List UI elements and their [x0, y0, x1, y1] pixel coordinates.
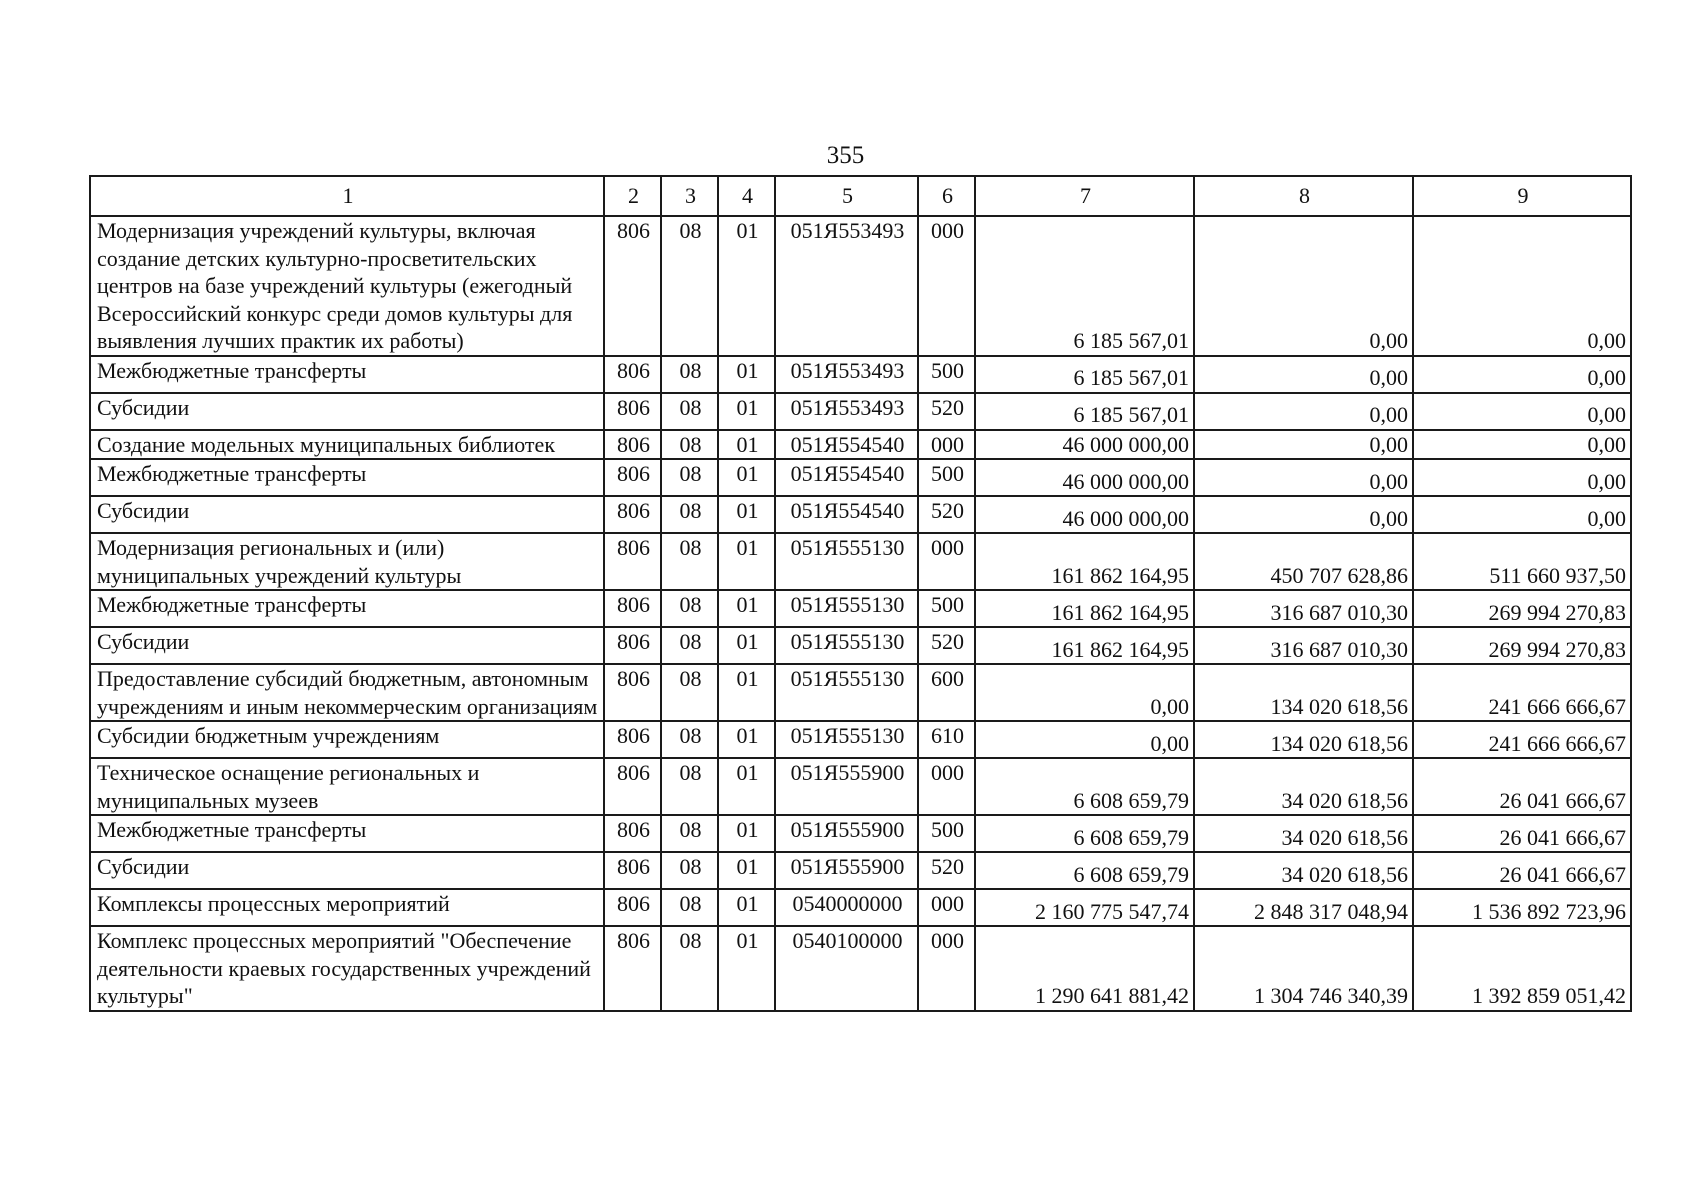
row-code-5: 0540100000: [775, 926, 918, 1011]
row-code-5: 051Я554540: [775, 459, 918, 496]
row-sum-7: 1 290 641 881,42: [975, 926, 1194, 1011]
row-sum-7: 6 185 567,01: [975, 216, 1194, 356]
row-code-5: 051Я555130: [775, 664, 918, 721]
row-code-5: 051Я554540: [775, 430, 918, 460]
row-name: Модернизация региональных и (или) муниципальных учреждений культуры: [90, 533, 604, 590]
column-header-6: 6: [918, 176, 975, 216]
row-code-6: 000: [918, 758, 975, 815]
row-sum-9: 0,00: [1413, 393, 1631, 430]
row-code-4: 01: [718, 393, 775, 430]
row-sum-8: 0,00: [1194, 216, 1413, 356]
row-sum-9: 26 041 666,67: [1413, 852, 1631, 889]
row-name: Комплексы процессных мероприятий: [90, 889, 604, 926]
row-code-3: 08: [661, 393, 718, 430]
row-name: Комплекс процессных мероприятий "Обеспечение деятельности краевых государственных учреждений культуры": [90, 926, 604, 1011]
table-row: [90, 459, 1631, 496]
row-sum-7: 161 862 164,95: [975, 533, 1194, 590]
row-sum-7: 2 160 775 547,74: [975, 889, 1194, 926]
budget-table: [89, 175, 1632, 1012]
row-code-6: 610: [918, 721, 975, 758]
row-code-6: 520: [918, 393, 975, 430]
row-sum-9: 1 392 859 051,42: [1413, 926, 1631, 1011]
row-code-6: 500: [918, 356, 975, 393]
row-code-4: 01: [718, 430, 775, 460]
row-sum-8: 0,00: [1194, 459, 1413, 496]
column-header-1: 1: [90, 176, 604, 216]
row-code-3: 08: [661, 664, 718, 721]
row-code-2: 806: [604, 852, 661, 889]
row-code-3: 08: [661, 496, 718, 533]
row-code-4: 01: [718, 590, 775, 627]
row-code-2: 806: [604, 721, 661, 758]
row-code-2: 806: [604, 758, 661, 815]
row-sum-7: 161 862 164,95: [975, 627, 1194, 664]
row-code-4: 01: [718, 459, 775, 496]
row-code-3: 08: [661, 815, 718, 852]
row-code-2: 806: [604, 393, 661, 430]
table-row: [90, 758, 1631, 815]
row-sum-8: 2 848 317 048,94: [1194, 889, 1413, 926]
column-header-4: 4: [718, 176, 775, 216]
row-code-3: 08: [661, 356, 718, 393]
row-code-3: 08: [661, 852, 718, 889]
row-sum-8: 34 020 618,56: [1194, 758, 1413, 815]
column-header-7: 7: [975, 176, 1194, 216]
row-code-2: 806: [604, 216, 661, 356]
row-code-6: 000: [918, 926, 975, 1011]
row-code-6: 000: [918, 430, 975, 460]
row-code-2: 806: [604, 627, 661, 664]
table-row: [90, 627, 1631, 664]
column-header-9: 9: [1413, 176, 1631, 216]
row-sum-7: 6 185 567,01: [975, 356, 1194, 393]
row-name: Модернизация учреждений культуры, включая создание детских культурно-просветительских центров на базе учреждений культуры (ежегодный Всероссийский конкурс среди домов культуры для выявления лучших практик их работы): [90, 216, 604, 356]
row-sum-8: 0,00: [1194, 430, 1413, 460]
row-sum-8: 0,00: [1194, 496, 1413, 533]
row-name: Межбюджетные трансферты: [90, 459, 604, 496]
row-code-6: 000: [918, 216, 975, 356]
row-name: Субсидии бюджетным учреждениям: [90, 721, 604, 758]
row-name: Техническое оснащение региональных и муниципальных музеев: [90, 758, 604, 815]
row-code-3: 08: [661, 721, 718, 758]
row-name: Межбюджетные трансферты: [90, 815, 604, 852]
page-number: 355: [826, 142, 865, 169]
table-row: [90, 889, 1631, 926]
row-sum-8: 316 687 010,30: [1194, 590, 1413, 627]
row-code-3: 08: [661, 430, 718, 460]
row-code-6: 520: [918, 627, 975, 664]
row-code-6: 500: [918, 815, 975, 852]
row-code-4: 01: [718, 496, 775, 533]
row-code-4: 01: [718, 533, 775, 590]
row-sum-9: 1 536 892 723,96: [1413, 889, 1631, 926]
row-code-3: 08: [661, 889, 718, 926]
row-code-5: 0540000000: [775, 889, 918, 926]
row-code-4: 01: [718, 852, 775, 889]
row-code-5: 051Я555130: [775, 590, 918, 627]
row-sum-9: 0,00: [1413, 496, 1631, 533]
column-header-5: 5: [775, 176, 918, 216]
row-sum-7: 6 608 659,79: [975, 852, 1194, 889]
table-row: [90, 430, 1631, 460]
table-row: [90, 815, 1631, 852]
row-name: Субсидии: [90, 627, 604, 664]
table-row: [90, 533, 1631, 590]
row-sum-9: 269 994 270,83: [1413, 627, 1631, 664]
table-row: [90, 664, 1631, 721]
row-sum-8: 316 687 010,30: [1194, 627, 1413, 664]
row-sum-9: 241 666 666,67: [1413, 664, 1631, 721]
row-sum-9: 26 041 666,67: [1413, 758, 1631, 815]
row-code-4: 01: [718, 815, 775, 852]
row-code-6: 000: [918, 889, 975, 926]
row-code-6: 500: [918, 590, 975, 627]
row-code-3: 08: [661, 216, 718, 356]
table-row: [90, 852, 1631, 889]
row-code-2: 806: [604, 496, 661, 533]
row-code-2: 806: [604, 356, 661, 393]
row-code-4: 01: [718, 664, 775, 721]
row-code-5: 051Я553493: [775, 356, 918, 393]
row-code-4: 01: [718, 627, 775, 664]
column-header-2: 2: [604, 176, 661, 216]
row-sum-9: 269 994 270,83: [1413, 590, 1631, 627]
row-sum-7: 46 000 000,00: [975, 430, 1194, 460]
row-code-3: 08: [661, 627, 718, 664]
row-code-3: 08: [661, 590, 718, 627]
row-code-3: 08: [661, 533, 718, 590]
row-code-2: 806: [604, 590, 661, 627]
row-code-2: 806: [604, 889, 661, 926]
row-sum-8: 34 020 618,56: [1194, 815, 1413, 852]
row-sum-7: 0,00: [975, 721, 1194, 758]
table-row: [90, 496, 1631, 533]
row-code-4: 01: [718, 758, 775, 815]
row-code-2: 806: [604, 459, 661, 496]
row-code-5: 051Я555130: [775, 533, 918, 590]
row-code-2: 806: [604, 815, 661, 852]
row-sum-7: 46 000 000,00: [975, 496, 1194, 533]
header-row: [90, 176, 1631, 216]
row-code-2: 806: [604, 926, 661, 1011]
row-code-5: 051Я555130: [775, 627, 918, 664]
row-name: Предоставление субсидий бюджетным, автономным учреждениям и иным некоммерческим организациям: [90, 664, 604, 721]
row-name: Межбюджетные трансферты: [90, 356, 604, 393]
row-sum-9: 0,00: [1413, 356, 1631, 393]
row-sum-8: 1 304 746 340,39: [1194, 926, 1413, 1011]
table-row: [90, 926, 1631, 1011]
row-sum-8: 0,00: [1194, 356, 1413, 393]
row-code-6: 600: [918, 664, 975, 721]
column-header-3: 3: [661, 176, 718, 216]
row-sum-9: 0,00: [1413, 459, 1631, 496]
row-sum-7: 0,00: [975, 664, 1194, 721]
row-code-4: 01: [718, 721, 775, 758]
row-sum-9: 0,00: [1413, 430, 1631, 460]
row-code-2: 806: [604, 533, 661, 590]
row-code-4: 01: [718, 926, 775, 1011]
row-code-4: 01: [718, 356, 775, 393]
row-code-5: 051Я555900: [775, 758, 918, 815]
row-code-5: 051Я555900: [775, 815, 918, 852]
row-code-3: 08: [661, 459, 718, 496]
row-sum-7: 6 185 567,01: [975, 393, 1194, 430]
row-code-2: 806: [604, 664, 661, 721]
row-code-5: 051Я553493: [775, 393, 918, 430]
row-code-6: 520: [918, 852, 975, 889]
row-sum-8: 0,00: [1194, 393, 1413, 430]
row-code-6: 500: [918, 459, 975, 496]
row-name: Межбюджетные трансферты: [90, 590, 604, 627]
row-sum-7: 46 000 000,00: [975, 459, 1194, 496]
table-row: [90, 721, 1631, 758]
row-code-2: 806: [604, 430, 661, 460]
table-row: [90, 590, 1631, 627]
row-sum-9: 511 660 937,50: [1413, 533, 1631, 590]
row-code-5: 051Я554540: [775, 496, 918, 533]
row-code-4: 01: [718, 216, 775, 356]
table-row: [90, 356, 1631, 393]
row-code-6: 000: [918, 533, 975, 590]
row-sum-7: 6 608 659,79: [975, 815, 1194, 852]
row-code-3: 08: [661, 926, 718, 1011]
row-code-5: 051Я553493: [775, 216, 918, 356]
table-row: [90, 393, 1631, 430]
row-sum-9: 26 041 666,67: [1413, 815, 1631, 852]
row-name: Создание модельных муниципальных библиотек: [90, 430, 604, 460]
row-sum-7: 161 862 164,95: [975, 590, 1194, 627]
row-sum-8: 34 020 618,56: [1194, 852, 1413, 889]
row-code-6: 520: [918, 496, 975, 533]
row-name: Субсидии: [90, 496, 604, 533]
row-sum-9: 241 666 666,67: [1413, 721, 1631, 758]
row-sum-8: 134 020 618,56: [1194, 664, 1413, 721]
row-sum-7: 6 608 659,79: [975, 758, 1194, 815]
column-header-8: 8: [1194, 176, 1413, 216]
row-code-4: 01: [718, 889, 775, 926]
row-code-5: 051Я555130: [775, 721, 918, 758]
row-name: Субсидии: [90, 852, 604, 889]
table-row: [90, 216, 1631, 356]
row-code-5: 051Я555900: [775, 852, 918, 889]
row-sum-8: 450 707 628,86: [1194, 533, 1413, 590]
row-code-3: 08: [661, 758, 718, 815]
row-sum-9: 0,00: [1413, 216, 1631, 356]
row-name: Субсидии: [90, 393, 604, 430]
row-sum-8: 134 020 618,56: [1194, 721, 1413, 758]
